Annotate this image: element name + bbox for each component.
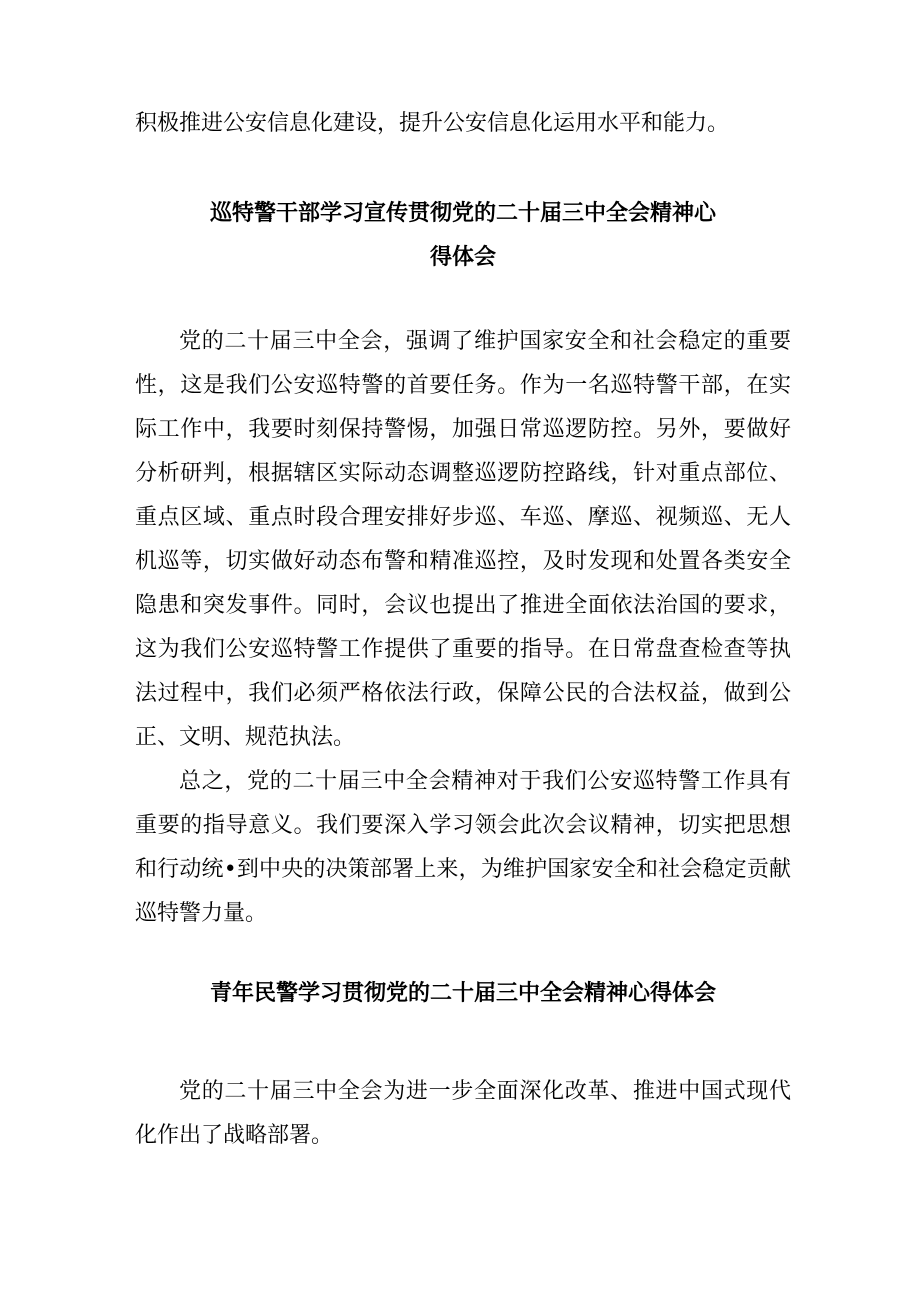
section1-heading: [135, 192, 791, 280]
section1-paragraph-1: 党的二十届三中全会，强调了维护国家安全和社会稳定的重要性，这是我们公安巡特警的首要任务。作为一名巡特警干部，在实际工作中，我要时刻保持警惕，加强日常巡逻防控。另外，要做好分析研判，根据辖区实际动态调整巡逻防控路线，针对重点部位、重点区域、重点时段合理安排好步巡、车巡、摩巡、视频巡、无人机巡等，切实做好动态布警和精准巡控，及时发现和处置各类安全隐患和突发事件。同时，会议也提出了推进全面依法治国的要求，这为我们公安巡特警工作提供了重要的指导。在日常盘查检查等执法过程中，我们必须严格依法行政，保障公民的合法权益，做到公正、文明、规范执法。: [135, 329, 791, 750]
section1-body: [135, 320, 791, 936]
section2-title: 青年民警学习贯彻党的二十届三中全会精神心得体会: [209, 981, 716, 1006]
section1-title-line2: 得体会: [429, 245, 496, 270]
intro-paragraph: 积极推进公安信息化建设，提升公安信息化运用水平和能力。: [135, 111, 730, 136]
section1-title-line1: 巡特警干部学习宣传贯彻党的二十届三中全会精神心: [209, 201, 716, 226]
section2-heading: [135, 972, 791, 1016]
intro-block: [135, 102, 791, 146]
section2-paragraph-1: 党的二十届三中全会为进一步全面深化改革、推进中国式现代化作出了战略部署。: [135, 1079, 791, 1148]
section2-body: [135, 1070, 791, 1158]
section1-paragraph-2: 总之，党的二十届三中全会精神对于我们公安巡特警工作具有重要的指导意义。我们要深入学习领会此次会议精神，切实把思想和行动统•到中央的决策部署上来，为维护国家安全和社会稳定贡献巡特警力量。: [135, 769, 791, 926]
